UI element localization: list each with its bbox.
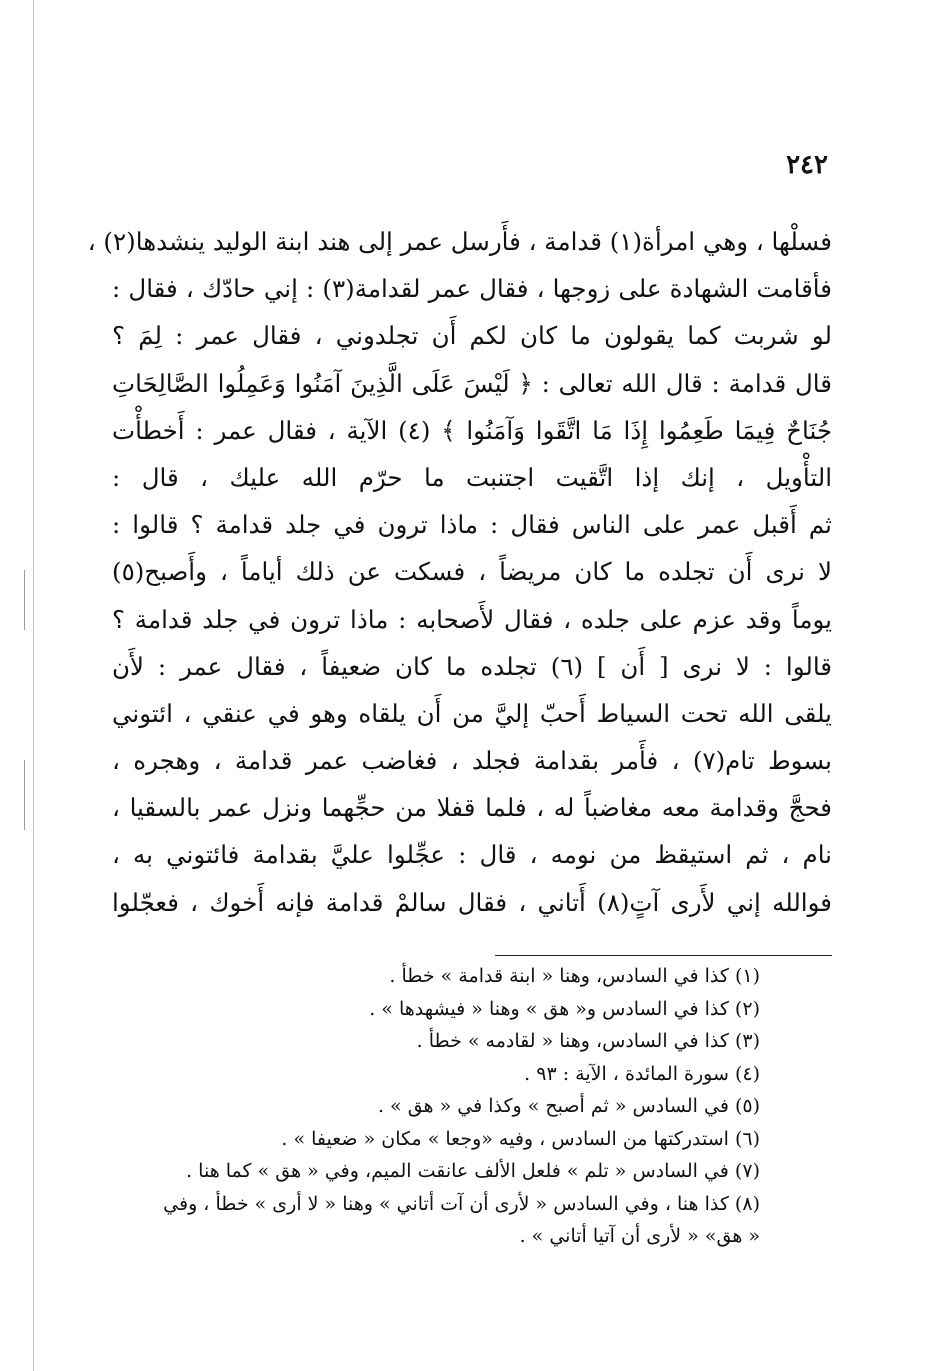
footnotes [100,960,760,1253]
footnote-separator [495,955,832,956]
footnote: (٣) كذا في السادس، وهنا « لقادمه » خطأ . [416,1030,760,1052]
text-line: قال قدامة : قال الله تعالى : ﴿ لَيْسَ عَلَى الَّذِينَ آمَنُوا وَعَمِلُوا الصَّالِحَاتِ [112,368,832,398]
footnote: (٨) كذا هنا ، وفي السادس « لأرى أن آت أتاني » وهنا « لا أرى » خطأ ، وفي [163,1192,760,1215]
margin-mark [24,760,25,830]
text-line: يوماً وقد عزم على جلده ، فقال لأَصحابه : ماذا ترون في جلد قدامة ؟ [112,604,832,634]
page-number: ٢٤٢ [786,150,828,180]
footnote: (٧) في السادس « تلم » فلعل الألف عانقت الميم، وفي « هق » كما هنا . [186,1160,760,1182]
text-line: قالوا : لا نرى [ أَن ] (٦) تجلده ما كان ضعيفاً ، فقال عمر : لأَن [112,651,832,681]
footnote: (٤) سورة المائدة ، الآية : ٩٣ . [524,1062,760,1085]
text-line: يلقى الله تحت السياط أَحبّ إليَّ من أَن يلقاه وهو في عنقي ، ائتوني [112,698,832,728]
footnote: (٦) استدركتها من السادس ، وفيه «وجعا » مكان « ضعيفا » . [281,1127,760,1150]
main-text [87,218,832,926]
margin-mark [24,570,25,630]
footnote: (٢) كذا في السادس و« هق » وهنا « فيشهدها » . [369,997,760,1020]
text-line: بسوط تام(٧) ، فأَمر بقدامة فجلد ، فغاضب عمر قدامة ، وهجره ، [112,746,832,776]
text-line: لا نرى أَن تجلده ما كان مريضاً ، فسكت عن ذلك أياماً ، وأَصبح(٥) [112,557,832,587]
text-line: فوالله إني لأَرى آتٍ(٨) أَتاني ، فقال سالمْ قدامة فإنه أَخوك ، فعجّلوا [112,887,832,917]
text-line: فأقامت الشهادة على زوجها ، فقال عمر لقدامة(٣) : إني حادّك ، فقال : [112,274,832,304]
footnote: (١) كذا في السادس، وهنا « ابنة قدامة » خطأ . [389,965,760,987]
text-line: فحجَّ وقدامة معه مغاضباً له ، فلما قفلا من حجِّهما ونزل عمر بالسقيا ، [112,793,832,823]
footnote: (٥) في السادس « ثم أصبح » وكذا في « هق » . [377,1095,760,1117]
footnote-continuation: « هق» « لأرى أن آتيا أتاني » . [519,1225,760,1247]
text-line: لو شربت كما يقولون ما كان لكم أَن تجلدوني ، فقال عمر : لِمَ ؟ [112,321,832,351]
text-line: جُنَاحٌ فِيمَا طَعِمُوا إِذَا مَا اتَّقَوا وَآمَنُوا ﴾ (٤) الآية ، فقال عمر : أَخطأْت [112,415,832,445]
text-line: فسلْها ، وهي امرأة(١) قدامة ، فأَرسل عمر إلى هند ابنة الوليد ينشدها(٢) ، [87,227,832,256]
text-line: ثم أَقبل عمر على الناس فقال : ماذا ترون في جلد قدامة ؟ قالوا : [112,510,832,540]
text-line: التأْويل ، إنك إذا اتَّقيت اجتنبت ما حرّم الله عليك ، قال : [112,462,832,492]
text-line: نام ، ثم استيقظ من نومه ، قال : عجِّلوا عليَّ بقدامة فائتوني به ، [112,840,832,870]
page-margin-rule [33,0,34,1371]
